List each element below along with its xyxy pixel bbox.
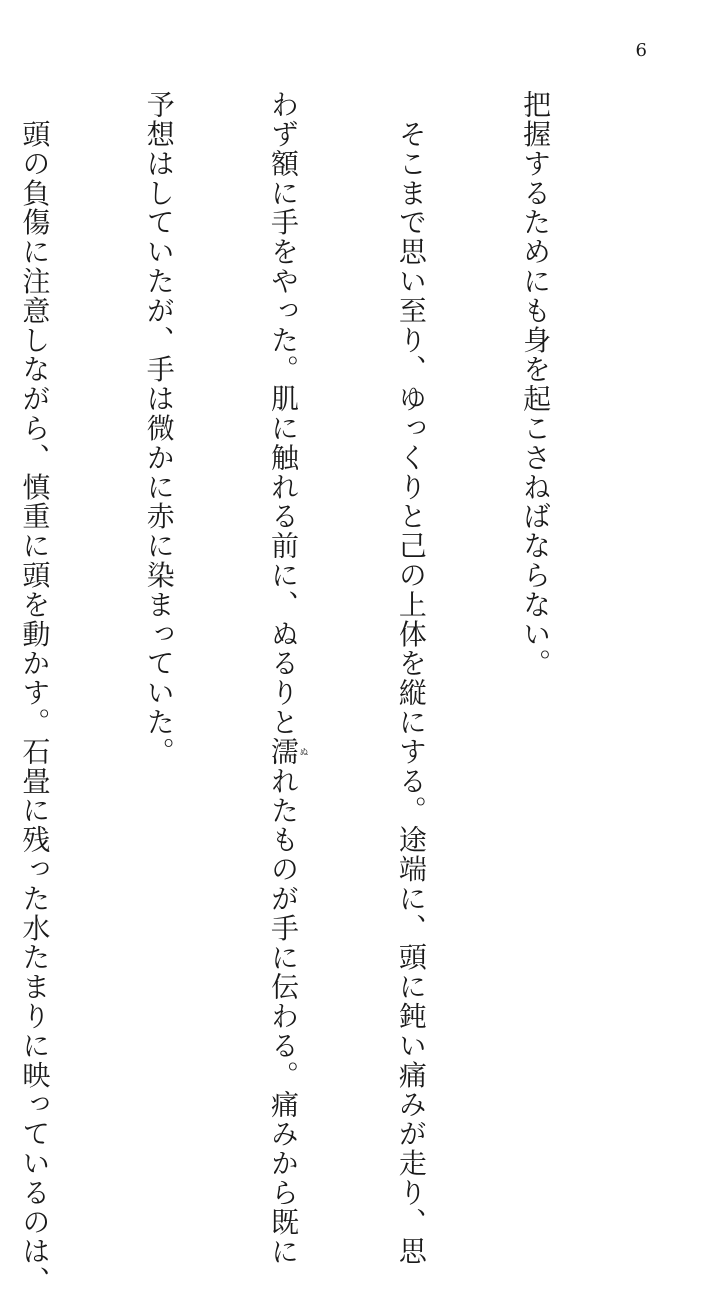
text-line: 予想はしていたが、手は微かに赤に染まっていた。 — [142, 90, 176, 767]
text-line: 頭の負傷に注意しながら、慎重に頭を動かす。石畳に残った水たまりに映っているのは、 — [18, 90, 52, 1295]
text-line: 把握するためにも身を起こさねばならない。 — [519, 90, 553, 678]
furigana-reading: ぬ — [297, 736, 308, 767]
vertical-body-text — [0, 90, 639, 1295]
page-number: 6 — [635, 40, 647, 61]
furigana-ruby: 濡ぬ — [267, 736, 308, 767]
text-line: わず額に手をやった。肌に触れる前に、ぬるりと濡ぬれたものが手に伝わる。痛みから既に — [267, 90, 308, 1267]
text-line: そこまで思い至り、ゆっくりと己の上体を縦にする。途端に、頭に鈍い痛みが走り、思 — [394, 90, 428, 1266]
